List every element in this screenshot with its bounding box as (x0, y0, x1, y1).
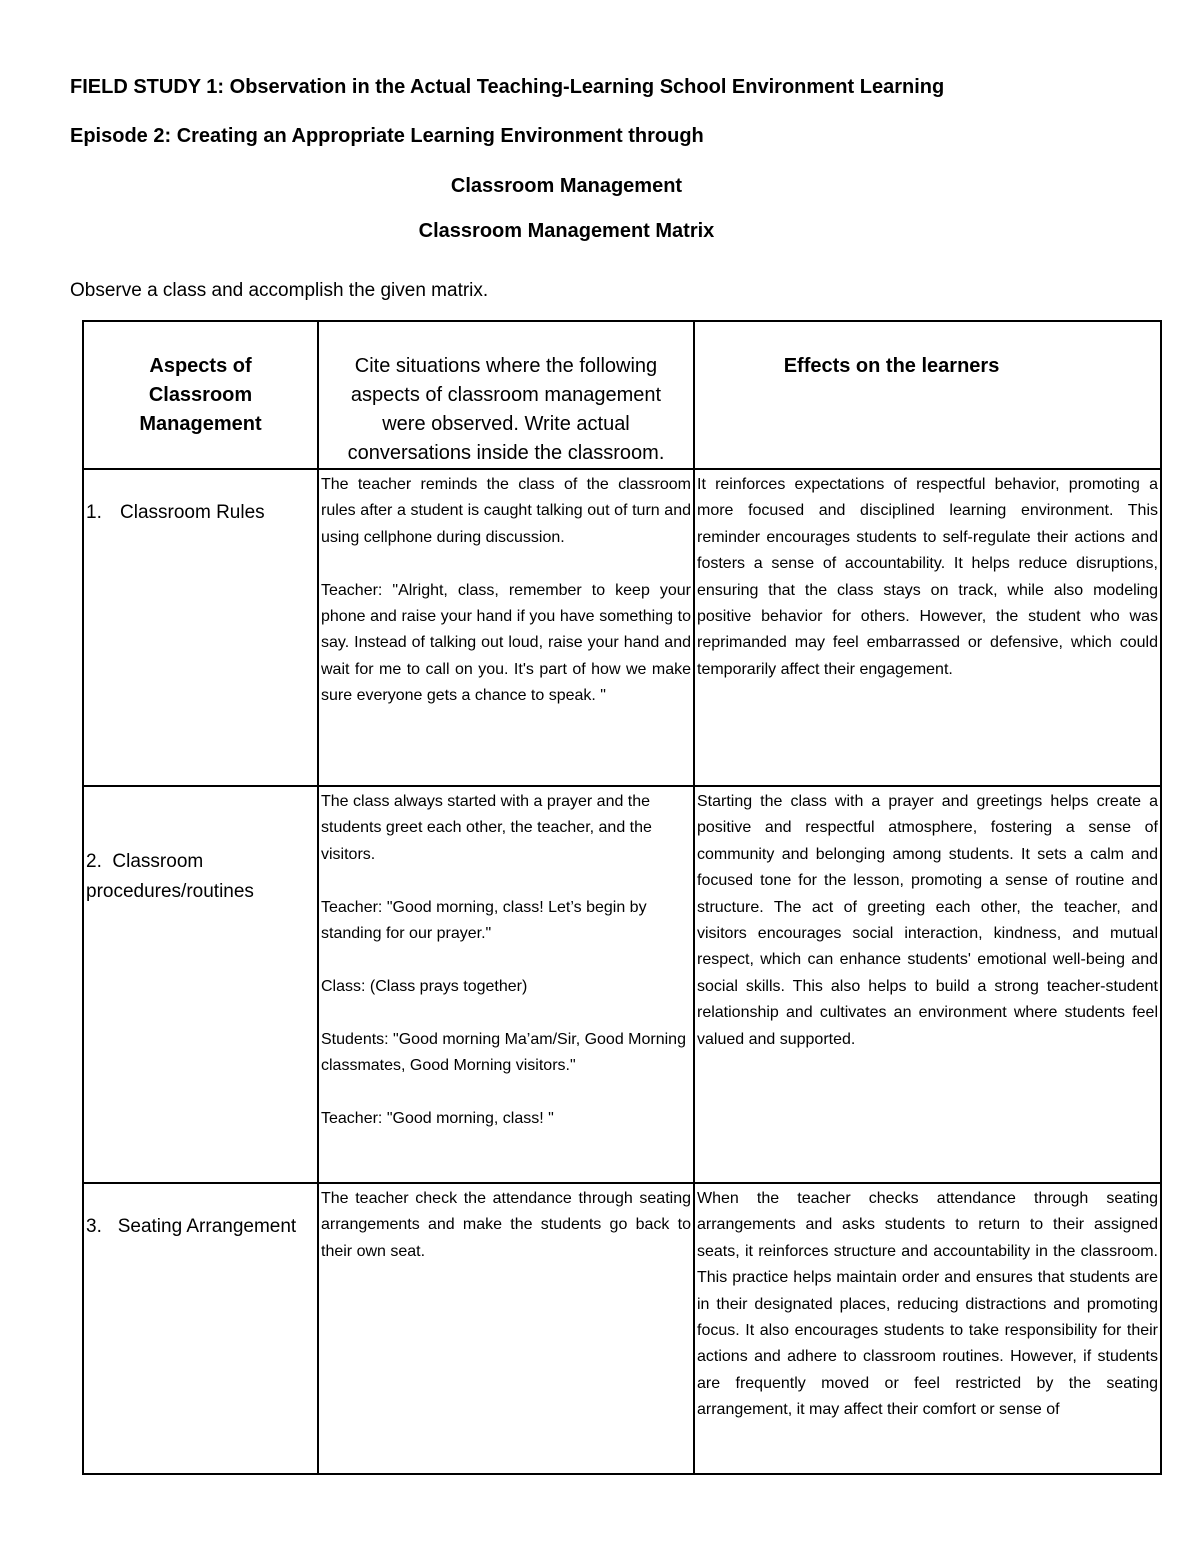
table-header-row (83, 321, 1161, 469)
aspect-label: Classroom procedures/routines (86, 851, 254, 902)
aspect-label: Classroom Rules (120, 502, 265, 523)
aspect-number: 2. (86, 851, 102, 872)
situation-cell (318, 469, 694, 786)
conversation-paragraph: Teacher: "Alright, class, remember to keep your phone and raise your hand if you have something to say. Instead of talking out loud, raise your hand and wait for me to call on you. It's part of how we make sure everyone gets a chance to speak. " (321, 581, 691, 705)
conversation-paragraph: Teacher: "Good morning, class! " (321, 1109, 554, 1127)
situation-cell (318, 786, 694, 1183)
aspect-seating-arrangement (84, 1184, 317, 1242)
header-cell-situations (318, 321, 694, 469)
effect-text: It reinforces expectations of respectful behavior, promoting a more focused and disciplined learning environment. This reminder encourages students to self-regulate their actions and fosters a sense of accountability. It helps reduce disruptions, ensuring that the class stays on track, while also modeling positive behavior for others. However, the student who was reprimanded may feel embarrassed or defensive, which could temporarily affect their engagement. (697, 476, 1158, 678)
document-title: FIELD STUDY 1: Observation in the Actual Teaching-Learning School Environment Learning (70, 76, 945, 98)
effect-cell (694, 469, 1161, 786)
aspect-classroom-rules (84, 470, 317, 528)
situation-paragraph: The teacher reminds the class of the classroom rules after a student is caught talking out of turn and using cellphone during discussion. (321, 476, 691, 546)
aspect-procedures-routines (84, 787, 317, 907)
subtitle-matrix: Classroom Management Matrix (418, 220, 715, 242)
situation-text (319, 1184, 693, 1265)
subtitle-classroom-management: Classroom Management (450, 175, 683, 197)
aspect-cell (83, 786, 318, 1183)
situation-text (319, 787, 693, 1132)
aspect-number: 1. (86, 502, 102, 523)
situation-cell (318, 1183, 694, 1474)
effect-cell (694, 1183, 1161, 1474)
header-cell-aspects (83, 321, 318, 469)
table-row (83, 786, 1161, 1183)
situation-paragraph: The class always started with a prayer and the students greet each other, the teacher, and the visitors. (321, 793, 652, 863)
instruction-text: Observe a class and accomplish the given matrix. (70, 280, 489, 301)
table-row (83, 1183, 1161, 1474)
conversation-paragraph: Teacher: "Good morning, class! Let’s begin by standing for our prayer." (321, 898, 647, 943)
classroom-management-matrix (82, 320, 1162, 1475)
situation-paragraph: The teacher check the attendance through seating arrangements and make the students go back to their own seat. (321, 1190, 691, 1260)
effect-cell (694, 786, 1161, 1183)
episode-title: Episode 2: Creating an Appropriate Learning Environment through (70, 125, 704, 147)
header-situations: Cite situations where the following aspects of classroom management were observed. Write actual conversations inside the classroom. (347, 355, 665, 464)
conversation-paragraph: Class: (Class prays together) (321, 977, 528, 995)
conversation-paragraph: Students: "Good morning Ma’am/Sir, Good Morning classmates, Good Morning visitors." (321, 1030, 686, 1075)
aspect-cell (83, 469, 318, 786)
header-effects: Effects on the learners (783, 355, 1000, 377)
aspect-cell (83, 1183, 318, 1474)
header-cell-effects (694, 321, 1161, 469)
situation-text (319, 470, 693, 710)
aspect-label: Seating Arrangement (117, 1216, 297, 1237)
table-row (83, 469, 1161, 786)
header-aspects: Aspects of Classroom Management (139, 355, 262, 435)
effect-text: Starting the class with a prayer and greetings helps create a positive and respectful atmosphere, fostering a sense of community and belonging among students. It sets a calm and focused tone for the lesson, promoting a sense of routine and structure. The act of greeting each other, the teacher, and visitors encourages social interaction, kindness, and mutual respect, which can enhance students' emotional well-being and social skills. This also helps to build a strong teacher-student relationship and cultivates an environment where students feel valued and supported. (697, 793, 1158, 1048)
aspect-number: 3. (86, 1216, 102, 1237)
effect-text: When the teacher checks attendance through seating arrangements and asks students to return to their assigned seats, it reinforces structure and accountability in the classroom. This practice helps maintain order and ensures that students are in their designated places, reducing distractions and promoting focus. It also encourages students to take responsibility for their actions and adhere to classroom routines. However, if students are frequently moved or feel restricted by the seating arrangement, it may affect their comfort or sense of (697, 1190, 1158, 1419)
